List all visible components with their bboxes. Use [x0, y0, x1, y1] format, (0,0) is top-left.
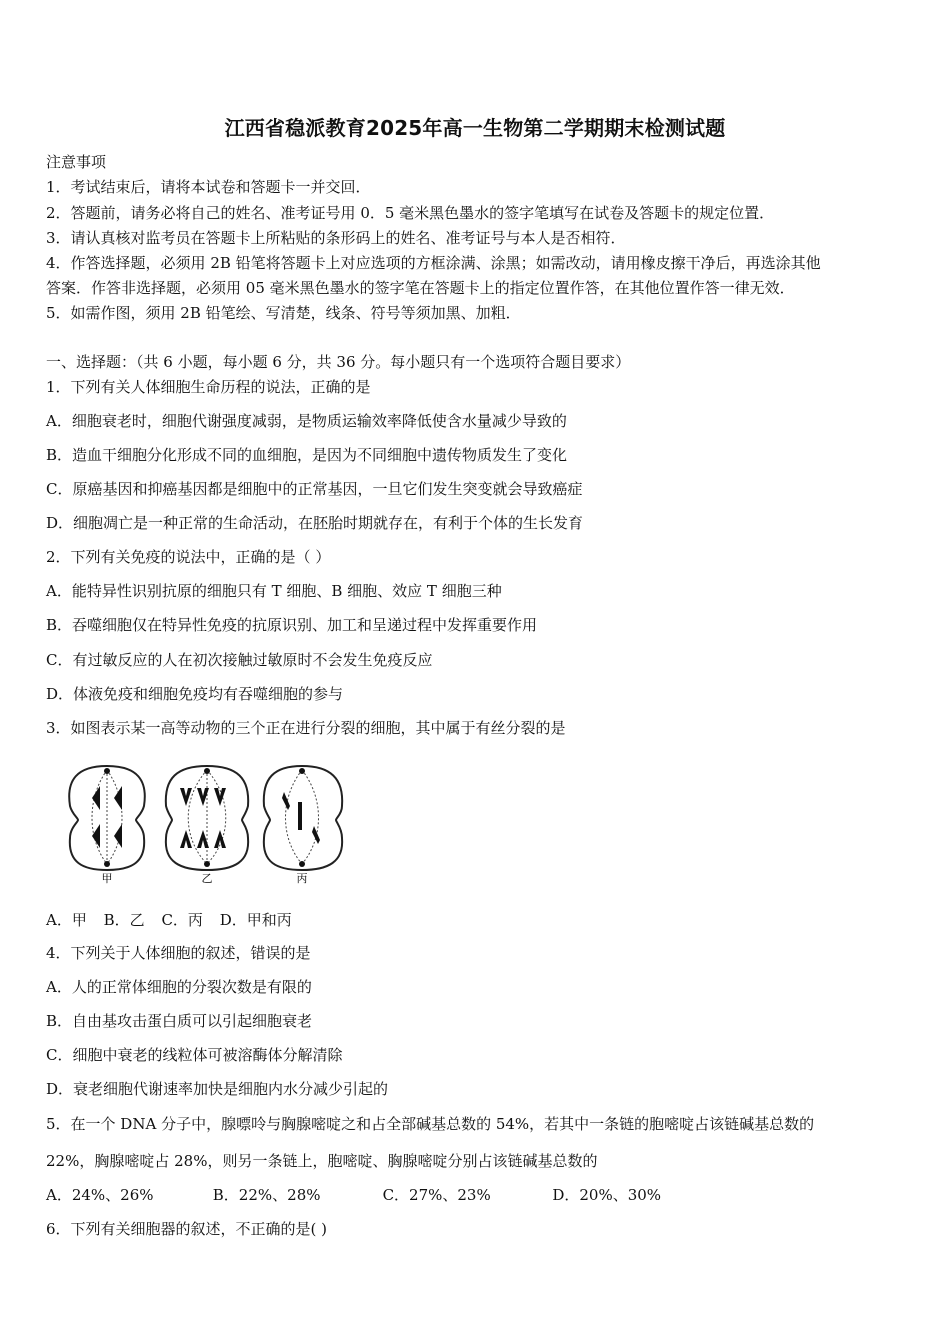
q5-stem-line-1: 5．在一个 DNA 分子中，腺嘌呤与胸腺嘧啶之和占全部碱基总数的 54%，若其中一条链的胞嘧啶占该链碱基总数的: [46, 1115, 815, 1133]
notice-heading: 注意事项: [46, 153, 107, 171]
q1-option-b: B．造血干细胞分化形成不同的血细胞，是因为不同细胞中遗传物质发生了变化: [46, 446, 568, 464]
label-jia: 甲: [101, 872, 113, 884]
section-heading: 一、选择题：（共 6 小题，每小题 6 分，共 36 分。每小题只有一个选项符合题目要求）: [46, 353, 631, 371]
q1-option-a: A．细胞衰老时，细胞代谢强度减弱，是物质运输效率降低使含水量减少导致的: [46, 412, 567, 430]
notice-item-5: 5．如需作图，须用 2B 铅笔绘、写清楚，线条、符号等须加黑、加粗．: [46, 304, 521, 322]
q3-option-d: D．甲和丙: [219, 911, 292, 929]
q5-option-a: A．24%、26%: [46, 1186, 154, 1204]
cell-bing-outline: [264, 766, 342, 870]
q5-option-d: D．20%、30%: [552, 1186, 662, 1204]
q1-stem: 1．下列有关人体细胞生命历程的说法，正确的是: [46, 378, 371, 396]
q3-option-a: A．甲: [46, 911, 87, 929]
q5-options: [46, 1185, 673, 1205]
q1-option-c: C．原癌基因和抑癌基因都是细胞中的正常基因，一旦它们发生突变就会导致癌症: [46, 480, 583, 498]
q4-option-a: A．人的正常体细胞的分裂次数是有限的: [46, 978, 312, 996]
q2-option-b: B．吞噬细胞仅在特异性免疫的抗原识别、加工和呈递过程中发挥重要作用: [46, 616, 538, 634]
notice-item-4-cont: 答案．作答非选择题，必须用 05 毫米黑色墨水的签字笔在答题卡上的指定位置作答，在其他位置作答一律无效．: [46, 279, 795, 297]
q1-option-d: D．细胞凋亡是一种正常的生命活动，在胚胎时期就存在，有利于个体的生长发育: [46, 514, 584, 532]
notice-item-1: 1．考试结束后，请将本试卷和答题卡一并交回．: [46, 178, 371, 196]
q3-stem: 3．如图表示某一高等动物的三个正在进行分裂的细胞，其中属于有丝分裂的是: [46, 719, 566, 737]
q5-stem-line-2: 22%，胸腺嘧啶占 28%，则另一条链上，胞嘧啶、胸腺嘧啶分别占该链碱基总数的: [46, 1152, 598, 1170]
q6-stem: 6．下列有关细胞器的叙述，不正确的是( ): [46, 1220, 328, 1238]
q2-stem: 2．下列有关免疫的说法中，正确的是（ ）: [46, 548, 331, 566]
label-bing: 丙: [296, 872, 308, 884]
q3-option-c: C．丙: [161, 911, 203, 929]
q5-option-c: C．27%、23%: [382, 1186, 491, 1204]
q3-option-b: B．乙: [103, 911, 145, 929]
q4-option-b: B．自由基攻击蛋白质可以引起细胞衰老: [46, 1012, 313, 1030]
notice-item-4: 4．作答选择题，必须用 2B 铅笔将答题卡上对应选项的方框涂满、涂黑；如需改动，请用橡皮擦干净后，再选涂其他: [46, 254, 821, 272]
q2-option-a: A．能特异性识别抗原的细胞只有 T 细胞、B 细胞、效应 T 细胞三种: [46, 582, 502, 600]
notice-item-2: 2．答题前，请务必将自己的姓名、准考证号用 0．5 毫米黑色墨水的签字笔填写在试卷及答题卡的规定位置．: [46, 204, 775, 222]
q2-option-c: C．有过敏反应的人在初次接触过敏原时不会发生免疫反应: [46, 651, 433, 669]
q3-options: [46, 910, 304, 930]
q4-option-d: D．衰老细胞代谢速率加快是细胞内水分减少引起的: [46, 1080, 389, 1098]
cell-division-figure: [62, 758, 352, 884]
label-yi: 乙: [201, 872, 213, 884]
page-title: 江西省稳派教育2025年高一生物第二学期期末检测试题: [224, 116, 726, 140]
notice-item-3: 3．请认真核对监考员在答题卡上所粘贴的条形码上的姓名、准考证号与本人是否相符．: [46, 229, 626, 247]
q2-option-d: D．体液免疫和细胞免疫均有吞噬细胞的参与: [46, 685, 344, 703]
q5-option-b: B．22%、28%: [212, 1186, 321, 1204]
q4-stem: 4．下列关于人体细胞的叙述，错误的是: [46, 944, 311, 962]
q4-option-c: C．细胞中衰老的线粒体可被溶酶体分解清除: [46, 1046, 343, 1064]
